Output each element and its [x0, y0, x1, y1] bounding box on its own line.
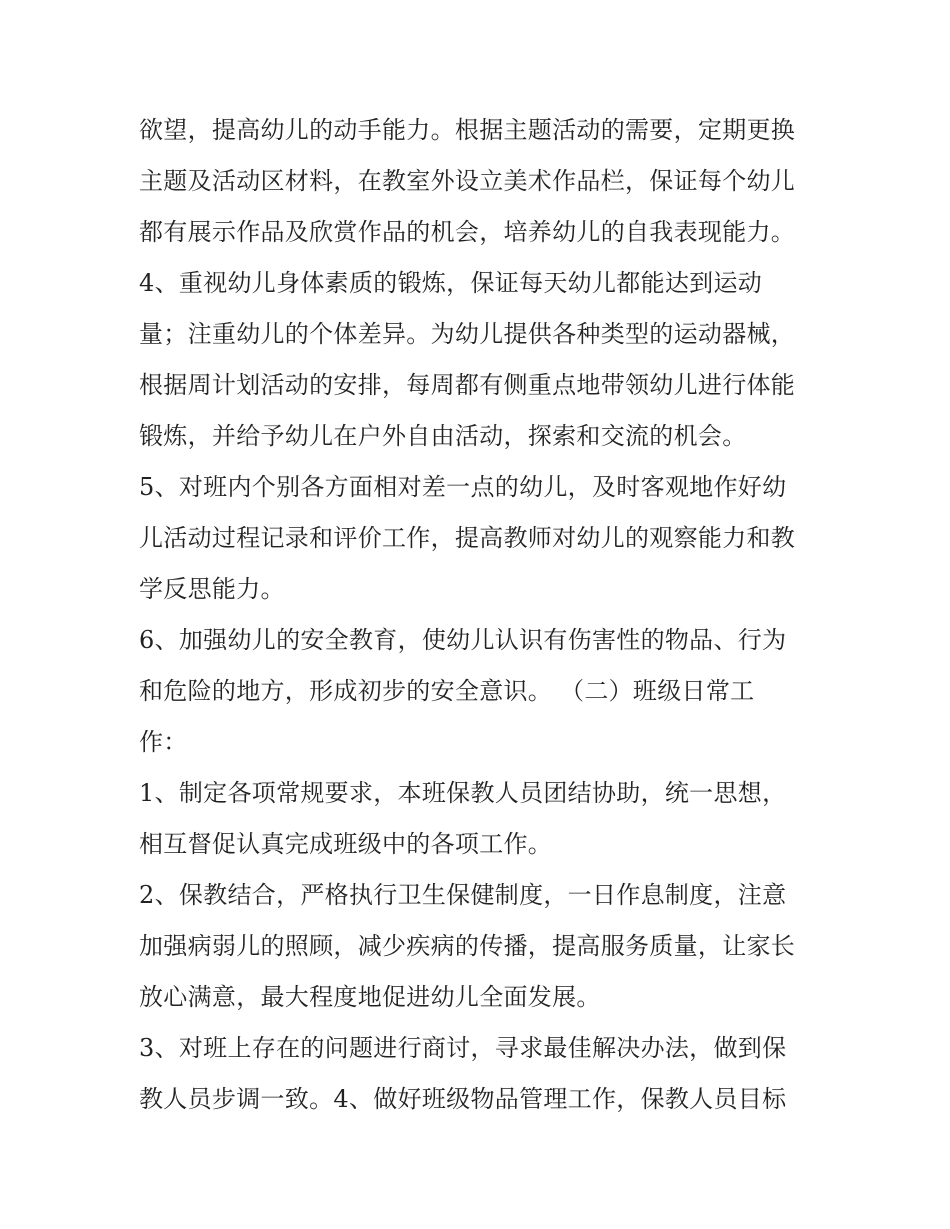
- text-line: 4、重视幼儿身体素质的锻炼，保证每天幼儿都能达到运动: [139, 269, 763, 297]
- text-line: 锻炼，并给予幼儿在户外自由活动，探索和交流的机会。: [139, 422, 747, 450]
- text-line: 3、对班上存在的问题进行商讨，寻求最佳解决办法，做到保: [139, 1034, 787, 1062]
- text-line: 都有展示作品及欣赏作品的机会，培养幼儿的自我表现能力。: [139, 218, 796, 246]
- text-line: 6、加强幼儿的安全教育，使幼儿认识有伤害性的物品、行为: [139, 626, 787, 654]
- text-line: 主题及活动区材料，在教室外设立美术作品栏，保证每个幼儿: [139, 167, 796, 195]
- text-line: 学反思能力。: [139, 575, 285, 603]
- text-line: 加强病弱儿的照顾，减少疾病的传播，提高服务质量，让家长: [139, 932, 796, 960]
- text-line: 量；注重幼儿的个体差异。为幼儿提供各种类型的运动器械，: [139, 320, 796, 348]
- document-body: [139, 105, 839, 1125]
- text-line: 和危险的地方，形成初步的安全意识。 （二）班级日常工: [139, 677, 755, 705]
- text-line: 欲望，提高幼儿的动手能力。根据主题活动的需要，定期更换: [139, 116, 796, 144]
- text-line: 作：: [139, 728, 188, 756]
- text-line: 1、制定各项常规要求，本班保教人员团结协助，统一思想，: [139, 779, 787, 807]
- text-line: 2、保教结合，严格执行卫生保健制度，一日作息制度，注意: [139, 881, 787, 909]
- text-line: 根据周计划活动的安排，每周都有侧重点地带领幼儿进行体能: [139, 371, 796, 399]
- text-line: 教人员步调一致。4、做好班级物品管理工作，保教人员目标: [139, 1085, 787, 1113]
- text-line: 放心满意，最大程度地促进幼儿全面发展。: [139, 983, 601, 1011]
- text-line: 儿活动过程记录和评价工作，提高教师对幼儿的观察能力和教: [139, 524, 796, 552]
- text-line: 相互督促认真完成班级中的各项工作。: [139, 830, 553, 858]
- text-line: 5、对班内个别各方面相对差一点的幼儿，及时客观地作好幼: [139, 473, 787, 501]
